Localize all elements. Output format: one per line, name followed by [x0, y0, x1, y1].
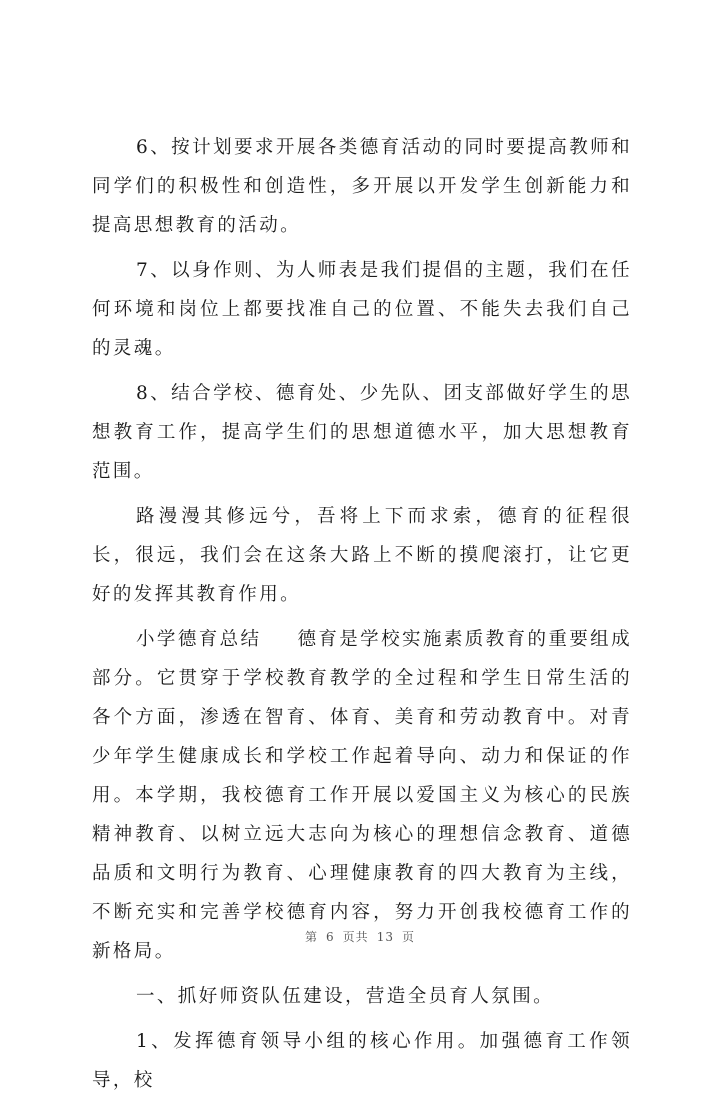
section-heading: 一、抓好师资队伍建设，营造全员育人氛围。: [136, 986, 555, 1007]
page-footer: [0, 928, 720, 945]
paragraph-closing-quote: 路漫漫其修远兮，吾将上下而求索，德育的征程很长，很远，我们会在这条大路上不断的摸爬滚打，让它更好的发挥其教育作用。: [92, 506, 632, 605]
summary-title: 小学德育总结: [136, 629, 262, 650]
paragraph-item-7: 7、以身作则、为人师表是我们提倡的主题，我们在任何环境和岗位上都要找准自己的位置、不能失去我们自己的灵魂。: [92, 260, 632, 359]
footer-middle: 页共: [342, 930, 369, 944]
footer-total-pages: 13: [376, 930, 394, 944]
footer-page-number: 6: [326, 930, 335, 944]
summary-paragraph: [92, 620, 632, 971]
document-body: [92, 128, 632, 1106]
footer-prefix: 第: [305, 930, 319, 944]
footer-suffix: 页: [401, 930, 415, 944]
paragraph-item-8: 8、结合学校、德育处、少先队、团支部做好学生的思想教育工作，提高学生们的思想道德水平，加大思想教育范围。: [92, 383, 632, 482]
paragraph-item-1: 1、发挥德育领导小组的核心作用。加强德育工作领导，校: [92, 1031, 632, 1091]
paragraph-item-6: 6、按计划要求开展各类德育活动的同时要提高教师和同学们的积极性和创造性，多开展以开发学生创新能力和提高思想教育的活动。: [92, 137, 632, 236]
summary-body: 德育是学校实施素质教育的重要组成部分。它贯穿于学校教育教学的全过程和学生日常生活的各个方面，渗透在智育、体育、美育和劳动教育中。对青少年学生健康成长和学校工作起着导向、动力和保证的作用。本学期，我校德育工作开展以爱国主义为核心的民族精神教育、以树立远大志向为核心的理想信念教育、道德品质和文明行为教育、心理健康教育的四大教育为主线，不断充实和完善学校德育内容，努力开创我校德育工作的新格局。: [92, 629, 632, 962]
